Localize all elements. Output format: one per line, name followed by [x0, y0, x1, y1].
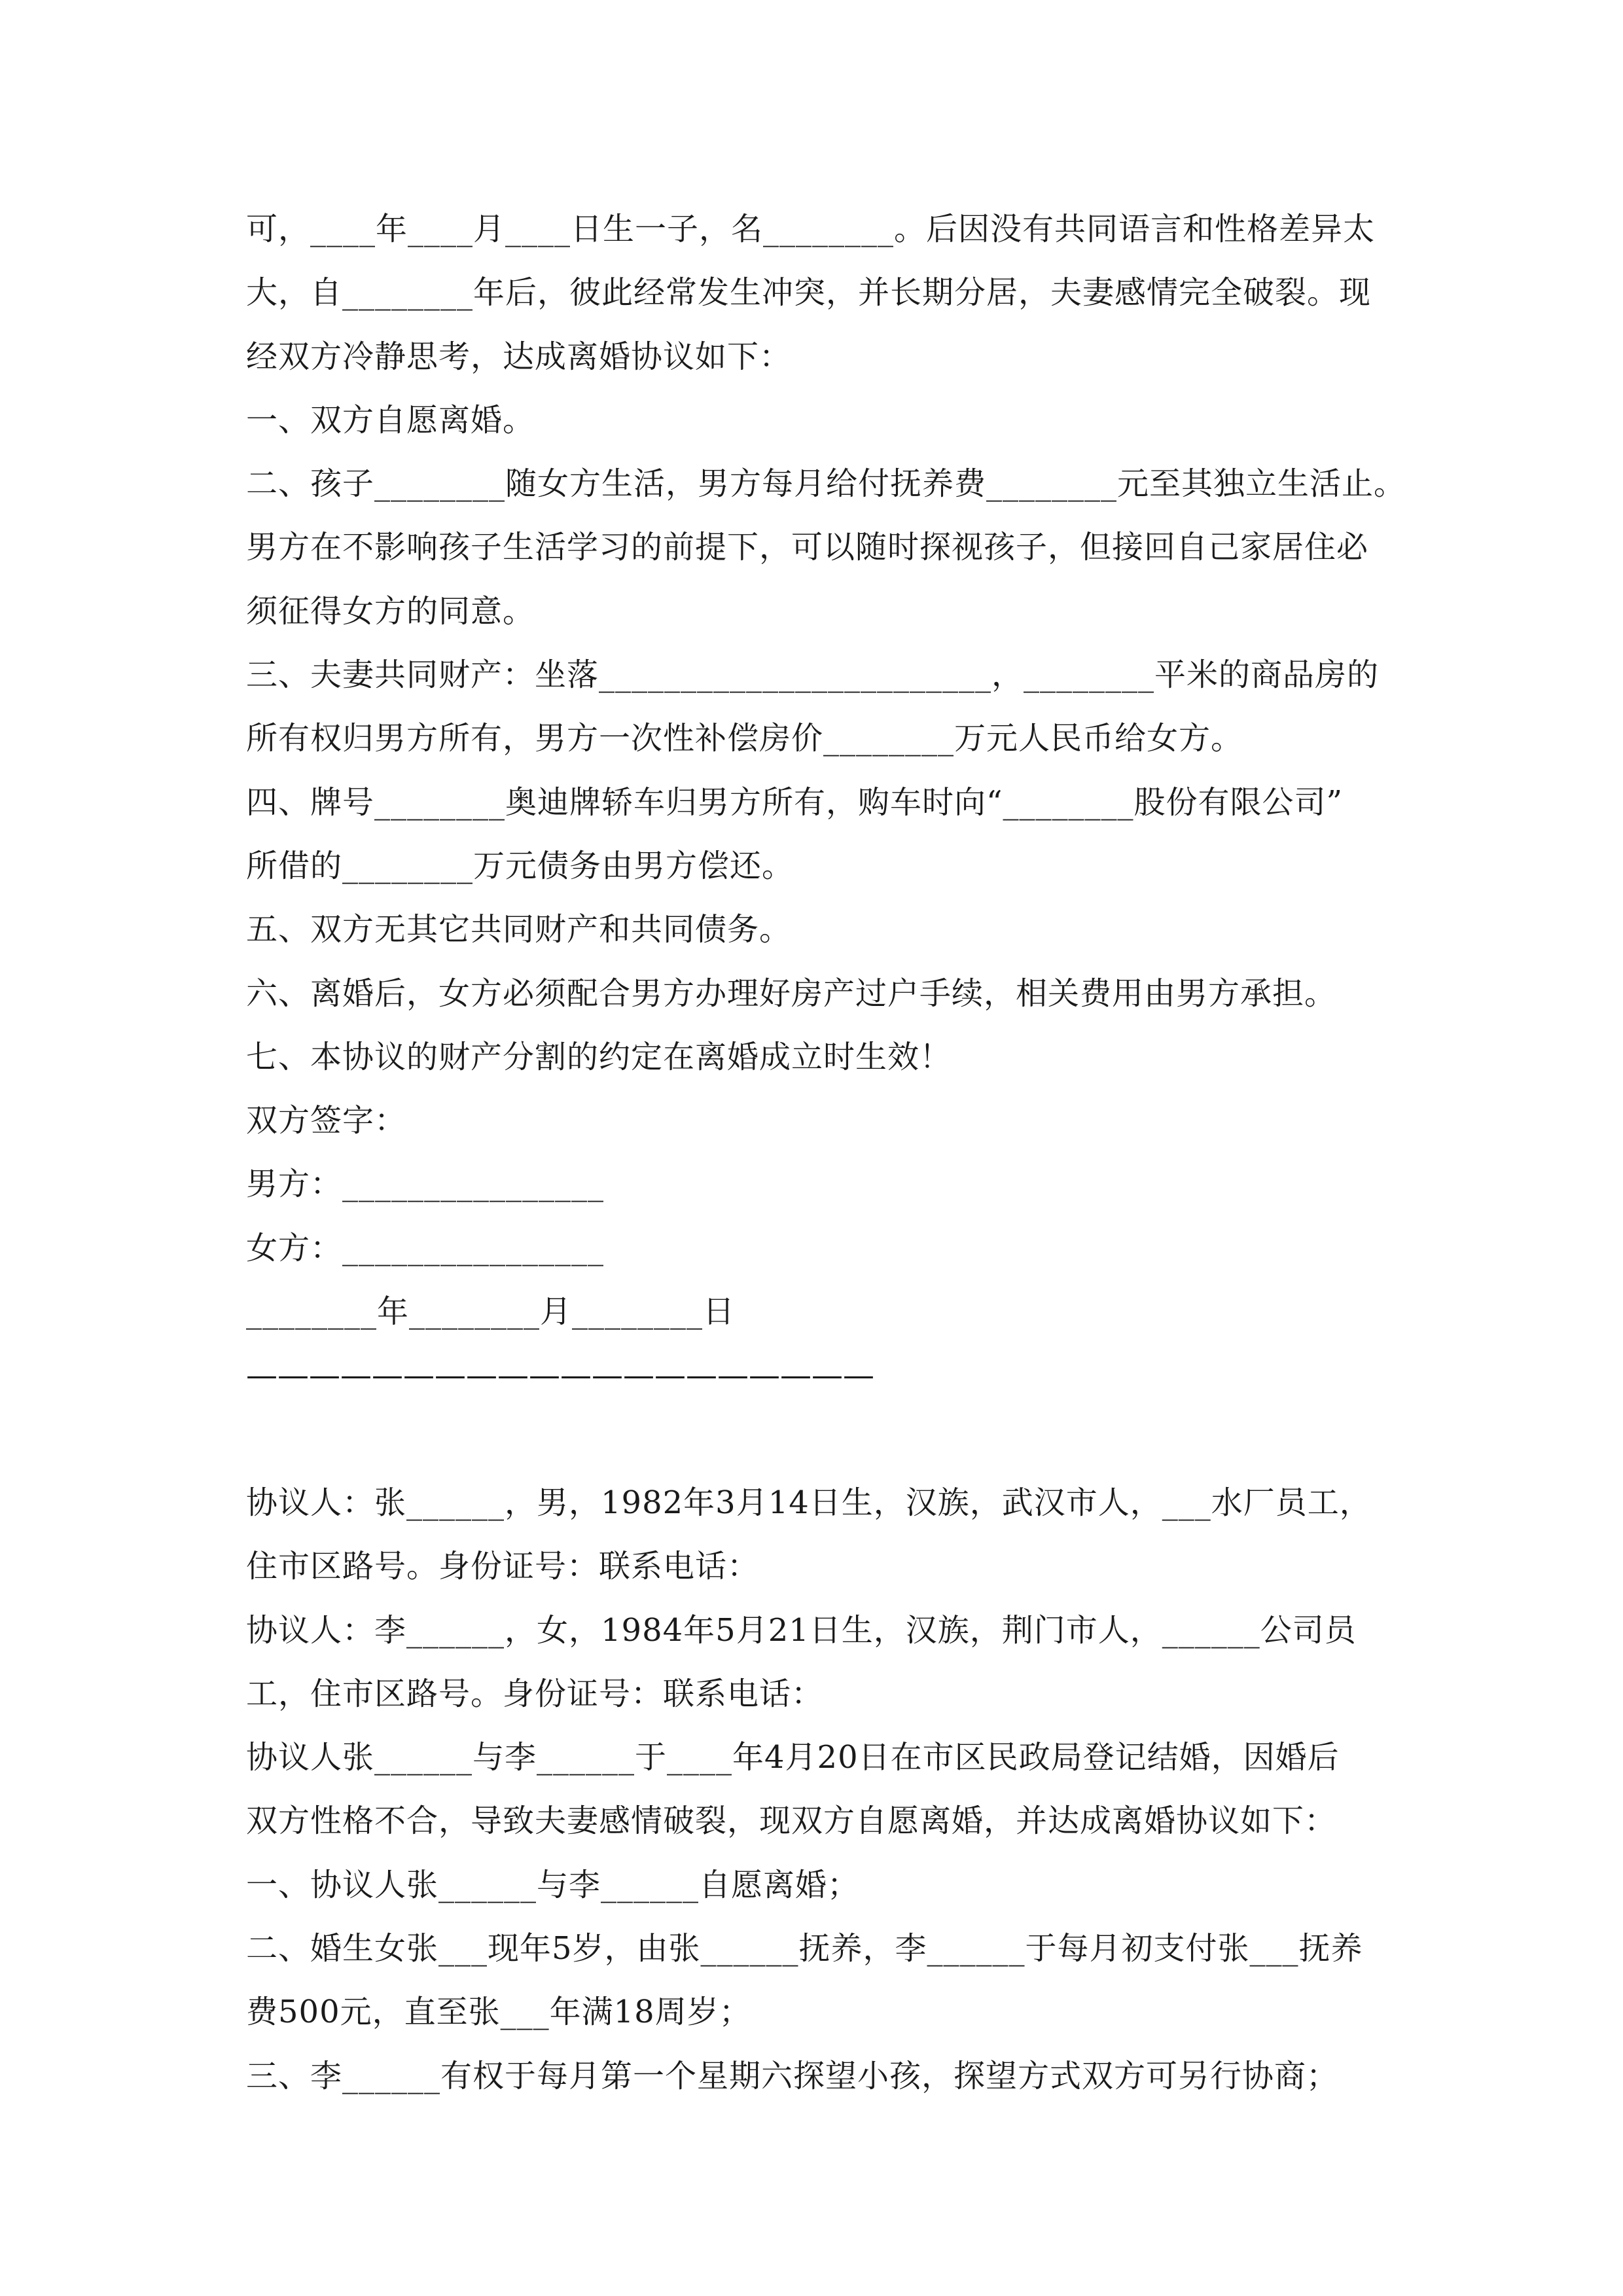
party-zhang: 协议人：张______，男，1982年3月14日生，汉族，武汉市人，___水厂员工， [246, 1484, 1372, 1521]
clause-2: 二、婚生女张___现年5岁，由张______抚养，李______于每月初支付张___抚养 [246, 1930, 1363, 1967]
text-line: 须征得女方的同意。 [246, 592, 535, 630]
text-line: 协议人张______与李______于____年4月20日在市区民政局登记结婚，因婚后 [246, 1739, 1340, 1776]
text-line: 经双方冷静思考，达成离婚协议如下： [246, 338, 792, 375]
party-li: 协议人：李______，女，1984年5月21日生，汉族，荆门市人，______公司员 [246, 1611, 1357, 1649]
clause-1: 一、协议人张______与李______自愿离婚； [246, 1866, 860, 1903]
text-line: 工，住市区路号。身份证号：联系电话： [246, 1675, 824, 1712]
spacer [246, 1408, 1398, 1471]
signature-male: 男方：________________ [246, 1166, 605, 1203]
signature-female: 女方：________________ [246, 1229, 605, 1266]
text-line: 所有权归男方所有，男方一次性补偿房价________万元人民币给女方。 [246, 720, 1243, 757]
section-separator: ———————————————————— [246, 1357, 874, 1394]
clause-3: 三、李______有权于每月第一个星期六探望小孩，探望方式双方可另行协商； [246, 2057, 1339, 2094]
text-line: 大，自________年后，彼此经常发生冲突，并长期分居，夫妻感情完全破裂。现 [246, 274, 1372, 312]
text-line: 可，____年____月____日生一子，名________。后因没有共同语言和性格差异太 [246, 211, 1376, 247]
signature-heading: 双方签字： [246, 1102, 407, 1139]
clause-1: 一、双方自愿离婚。 [246, 401, 535, 439]
clause-6: 六、离婚后，女方必须配合男方办理好房产过户手续，相关费用由男方承担。 [246, 975, 1337, 1012]
clause-5: 五、双方无其它共同财产和共同债务。 [246, 911, 792, 948]
text-line: 双方性格不合，导致夫妻感情破裂，现双方自愿离婚，并达成离婚协议如下： [246, 1803, 1337, 1840]
clause-4: 四、牌号________奥迪牌轿车归男方所有，购车时向“________股份有限公司” [246, 783, 1344, 821]
text-line: 费500元，直至张___年满18周岁； [246, 1994, 751, 2031]
signature-date: ________年________月________日 [246, 1293, 736, 1331]
clause-7: 七、本协议的财产分割的约定在离婚成立时生效！ [246, 1038, 952, 1075]
document-body [246, 198, 1406, 2108]
clause-3: 三、夫妻共同财产：坐落________________________，________平米的商品房的 [246, 656, 1380, 694]
text-line: 住市区路号。身份证号：联系电话： [246, 1548, 760, 1585]
clause-2: 二、孩子________随女方生活，男方每月给付抚养费________元至其独立生活止。 [246, 465, 1406, 503]
text-line: 所借的________万元债务由男方偿还。 [246, 847, 794, 884]
text-line: 男方在不影响孩子生活学习的前提下，可以随时探视孩子，但接回自己家居住必 [246, 529, 1369, 566]
